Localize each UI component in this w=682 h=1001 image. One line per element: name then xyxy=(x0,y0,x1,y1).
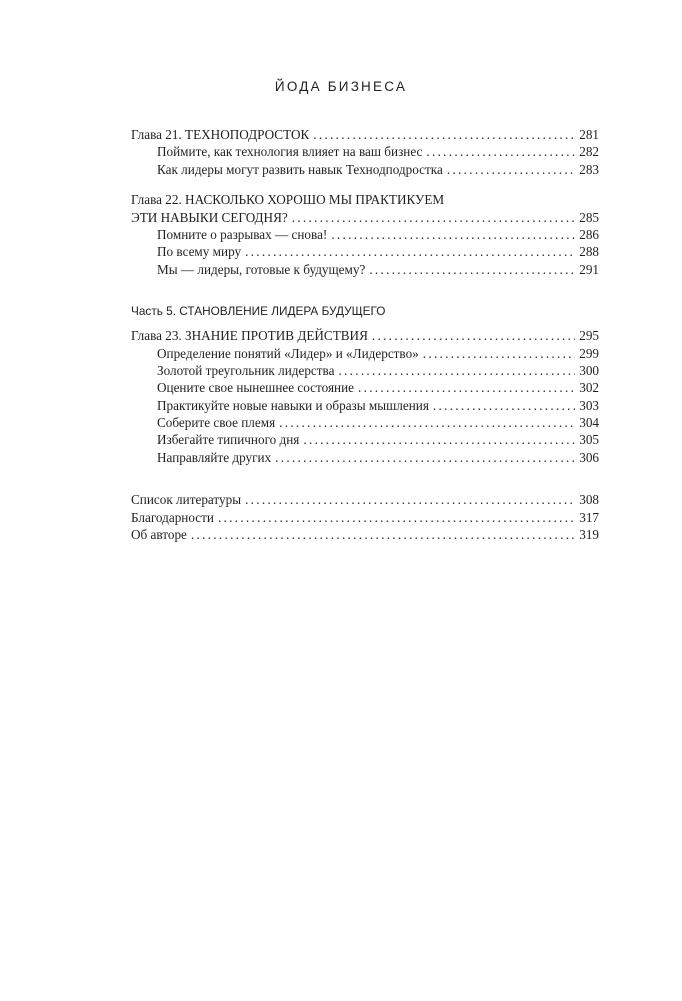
toc-entry-page: 308 xyxy=(579,492,599,508)
toc-entry-title: Мы — лидеры, готовые к будущему? xyxy=(157,261,366,277)
toc-entry-section xyxy=(131,397,599,414)
dot-leader xyxy=(372,327,575,344)
toc-entry-section xyxy=(131,261,599,278)
toc-entry-section xyxy=(131,143,599,160)
toc-entry-title: Об авторе xyxy=(131,527,187,543)
dot-leader xyxy=(358,379,575,396)
dot-leader xyxy=(191,526,575,543)
toc-entry-page: 282 xyxy=(579,144,599,160)
toc-entry-section xyxy=(131,414,599,431)
dot-leader xyxy=(423,345,575,362)
dot-leader xyxy=(279,414,575,431)
toc-entry-section xyxy=(131,226,599,243)
toc-entry-section xyxy=(131,362,599,379)
toc-entry-page: 303 xyxy=(579,397,599,413)
toc-entry-section xyxy=(131,449,599,466)
toc-entry-about-author xyxy=(131,526,599,543)
dot-leader xyxy=(303,431,575,448)
toc-entry-title: Избегайте типичного дня xyxy=(157,432,300,448)
dot-leader xyxy=(292,209,575,226)
dot-leader xyxy=(331,226,575,243)
toc-entry-title: Соберите свое племя xyxy=(157,415,276,431)
toc-entry-bibliography xyxy=(131,491,599,508)
toc-entry-page: 305 xyxy=(579,432,599,448)
toc-entry-page: 288 xyxy=(579,244,599,260)
toc-entry-page: 300 xyxy=(579,362,599,378)
toc-entry-page: 302 xyxy=(579,380,599,396)
toc-entry-chapter-22 xyxy=(131,209,599,226)
toc-entry-title: По всему миру xyxy=(157,244,242,260)
dot-leader xyxy=(369,261,575,278)
dot-leader xyxy=(245,243,575,260)
toc-entry-title: Практикуйте новые навыки и образы мышления xyxy=(157,397,429,413)
toc-entry-section xyxy=(131,431,599,448)
toc-entry-title: Список литературы xyxy=(131,492,242,508)
toc-entry-section xyxy=(131,243,599,260)
dot-leader xyxy=(313,126,575,143)
dot-leader xyxy=(218,509,575,526)
toc-entry-page: 319 xyxy=(579,527,599,543)
dot-leader xyxy=(275,449,575,466)
toc-entry-title: Как лидеры могут развить навык Технодподростка xyxy=(157,161,443,177)
toc-entry-acknowledgements xyxy=(131,509,599,526)
toc-entry-title: Поймите, как технология влияет на ваш бизнес xyxy=(157,144,423,160)
toc-entry-chapter-21 xyxy=(131,126,599,143)
toc-entry-chapter-22-line1 xyxy=(131,191,599,208)
toc-entry-page: 299 xyxy=(579,345,599,361)
table-of-contents xyxy=(131,126,599,543)
toc-entry-page: 306 xyxy=(579,449,599,465)
toc-entry-section xyxy=(131,379,599,396)
toc-entry-title: Помните о разрывах — снова! xyxy=(157,226,328,242)
toc-entry-title-cont: ЭТИ НАВЫКИ СЕГОДНЯ? xyxy=(131,209,288,225)
part-heading: Часть 5. СТАНОВЛЕНИЕ ЛИДЕРА БУДУЩЕГО xyxy=(131,304,386,319)
toc-entry-title: Глава 23. ЗНАНИЕ ПРОТИВ ДЕЙСТВИЯ xyxy=(131,328,368,344)
toc-entry-page: 291 xyxy=(579,261,599,277)
toc-entry-title: Направляйте других xyxy=(157,449,272,465)
toc-entry-section xyxy=(131,345,599,362)
dot-leader xyxy=(426,143,575,160)
toc-entry-title: Определение понятий «Лидер» и «Лидерство» xyxy=(157,345,419,361)
toc-entry-page: 283 xyxy=(579,161,599,177)
toc-entry-chapter-23 xyxy=(131,327,599,344)
dot-leader xyxy=(245,491,575,508)
running-head: ЙОДА БИЗНЕСА xyxy=(274,79,408,94)
toc-entry-title: Глава 22. НАСКОЛЬКО ХОРОШО МЫ ПРАКТИКУЕМ xyxy=(131,192,445,208)
dot-leader xyxy=(338,362,575,379)
toc-entry-title: Благодарности xyxy=(131,509,214,525)
toc-entry-page: 295 xyxy=(579,328,599,344)
toc-entry-title: Золотой треугольник лидерства xyxy=(157,362,335,378)
toc-entry-title: Оцените свое нынешнее состояние xyxy=(157,380,354,396)
dot-leader xyxy=(433,397,575,414)
toc-entry-page: 285 xyxy=(579,209,599,225)
toc-entry-page: 304 xyxy=(579,415,599,431)
toc-entry-page: 317 xyxy=(579,509,599,525)
toc-entry-section xyxy=(131,161,599,178)
dot-leader xyxy=(447,161,575,178)
toc-entry-title: Глава 21. ТЕХНОПОДРОСТОК xyxy=(131,127,310,142)
toc-entry-page: 286 xyxy=(579,226,599,242)
toc-entry-page: 281 xyxy=(579,127,599,142)
